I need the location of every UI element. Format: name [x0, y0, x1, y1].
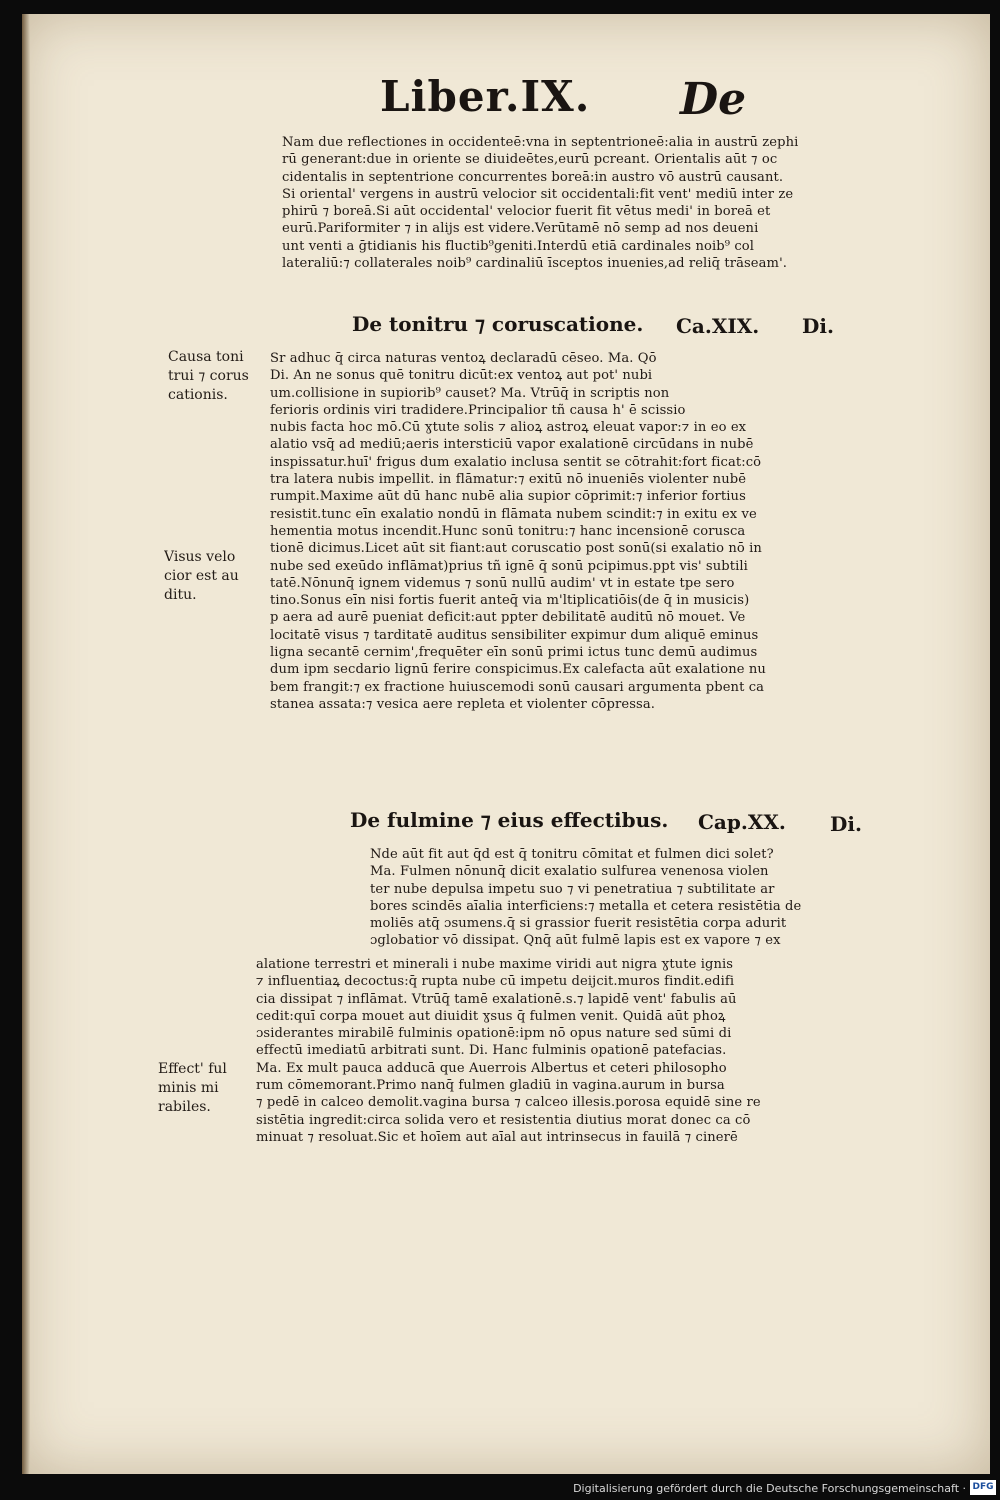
chapter-19-title-text: De tonitru ⁊ coruscatione. [352, 312, 644, 336]
text-line: cia dissipat ⁊ inflāmat. Vtrūq̄ tamē exalationē.s.⁊ lapidē vent' fabulis aū [256, 991, 737, 1007]
chapter-19-di: Di. [802, 314, 834, 338]
text-line: um.collisione in supiorib⁹ causet? Ma. Vtrūq̄ in scriptis non [270, 385, 670, 401]
margin-note-line: trui ⁊ corus [168, 368, 249, 384]
text-line: alatio vsq̄ ad mediū;aeris intersticiū vapor exalationē circūdans in nubē [270, 437, 754, 453]
text-line: hementia motus incendit.Hunc sonū tonitru:⁊ hanc incensionē corusca [270, 523, 746, 539]
chapter-20-cap: Cap.XX. [698, 810, 786, 834]
text-line: nubis facta hoc mō.Cū ɣtute solis ⁊ alioꝝ astroꝝ eleuat vapor:⁊ in eo ex [270, 420, 747, 436]
dfg-logo: DFG [970, 1480, 996, 1495]
chapter-20-title [350, 808, 668, 832]
running-head-liber: Liber.IX. [380, 72, 591, 121]
text-block-2 [270, 350, 912, 713]
text-block-4 [256, 956, 904, 1146]
text-line: tra latera nubis impellit. in flāmatur:⁊ exitū nō inueniēs violenter nubē [270, 472, 747, 488]
text-line: alatione terrestri et minerali i nube maxime viridi aut nigra ɣtute ignis [256, 957, 734, 972]
text-line: eurū.Pariformiter ⁊ in alijs est videre.Verūtamē nō semp ad nos deueni [282, 221, 759, 237]
text-line: Ma. Ex mult pauca adducā que Auerrois Albertus et ceteri philosopho [256, 1060, 727, 1076]
text-line: cidentalis in septentrione concurrentes boreā:in austro vō austrū causant. [282, 169, 784, 185]
margin-note-line: Causa toni [168, 349, 244, 365]
margin-note-effectus-fulminis [158, 1060, 227, 1117]
text-line: p aera ad aurē pueniat deficit:aut ppter debilitatē auditū nō mouet. Ve [270, 610, 746, 626]
chapter-19-title [352, 312, 643, 336]
text-line: ⁊ pedē in calceo demolit.vagina bursa ⁊ calceo illesis.porosa equidē sine re [256, 1095, 761, 1111]
text-block-3 [370, 846, 904, 950]
text-line: unt venti a ḡtidianis his fluctib⁹geniti.Interdū etiā cardinales noib⁹ col [282, 238, 755, 254]
text-line: bores scindēs aīalia interficiens:⁊ metalla et cetera resistētia de [370, 898, 802, 914]
text-line: ɔglobatior vō dissipat. Qnq̄ aūt fulmē lapis est ex vapore ⁊ ex [370, 933, 781, 949]
margin-note-causa-tonitrui [168, 348, 249, 405]
chapter-20-title-text: De fulmine ⁊ eius effectibus. [350, 808, 669, 832]
text-line: Si oriental' vergens in austrū velocior sit occidentali:fit vent' mediū inter ze [282, 186, 794, 202]
margin-note-line: cior est au [164, 568, 239, 584]
margin-note-line: Visus velo [164, 549, 236, 565]
text-line: tionē dicimus.Licet aūt sit fiant:aut coruscatio post sonū(si exalatio nō in [270, 541, 762, 557]
footer-credit: Digitalisierung gefördert durch die Deutsche Forschungsgemeinschaft · [573, 1482, 966, 1495]
text-line: minuat ⁊ resoluat.Sic et hoīem aut aīal aut intrinsecus in fauilā ⁊ cinerē [256, 1129, 738, 1145]
text-line: nube sed exeūdo inflāmat)prius tñ ignē q̄ sonū pcipimus.ppt vis' subtili [270, 558, 748, 574]
text-line: resistit.tunc eīn exalatio nondū in flāmata nubem scindit:⁊ in exitu ex ve [270, 506, 757, 522]
text-line: inspissatur.huī' frigus dum exalatio inclusa sentit se cōtrahit:fort ficat:cō [270, 454, 762, 470]
text-line: locitatē visus ⁊ tarditatē auditus sensibiliter expimur dum aliquē eminus [270, 627, 759, 643]
text-line: Nde aūt fit aut q̄d est q̄ tonitru cōmitat et fulmen dici solet? [370, 847, 774, 862]
text-line: bem frangit:⁊ ex fractione huiuscemodi sonū causari argumenta pbent ca [270, 679, 765, 695]
text-line: tatē.Nōnunq̄ ignem videmus ⁊ sonū nullū audim' vt in estate tpe sero [270, 575, 735, 591]
text-line: rū generant:due in oriente se diuideētes,eurū pcreant. Orientalis aūt ⁊ oc [282, 152, 778, 168]
text-line: stanea assata:⁊ vesica aere repleta et violenter cōpressa. [270, 696, 656, 712]
chapter-19-cap: Ca.XIX. [676, 314, 760, 338]
text-line: dum ipm secdario lignū ferire conspicimus.Ex calefacta aūt exalatione nu [270, 662, 766, 678]
text-line: Ma. Fulmen nōnunq̄ dicit exalatio sulfurea venenosa violen [370, 864, 769, 880]
page-gutter [22, 14, 30, 1474]
text-line: cedit:quī corpa mouet aut diuidit ɣsus q̄ fulmen venit. Quidā aūt phoꝝ [256, 1008, 726, 1024]
text-line: moliēs atq̄ ɔsumens.q̄ si grassior fuerit resistētia corpa adurit [370, 916, 787, 932]
margin-note-line: cationis. [168, 387, 228, 403]
text-line: ⁊ influentiaꝝ decoctus:q̄ rupta nube cū impetu deijcit.muros findit.edifi [256, 974, 735, 990]
margin-note-line: ditu. [164, 587, 197, 603]
chapter-20-di: Di. [830, 812, 862, 836]
text-line: Nam due reflectiones in occidenteē:vna in septentrioneē:alia in austrū zephi [282, 135, 799, 150]
text-line: lateraliū:⁊ collaterales noib⁹ cardinaliū īsceptos inuenies,ad reliq̄ trāseam'. [282, 256, 788, 272]
text-line: effectū imediatū arbitrati sunt. Di. Hanc fulminis opationē patefacias. [256, 1043, 727, 1059]
text-line: rum cōmemorant.Primo nanq̄ fulmen gladiū in vagina.aurum in bursa [256, 1078, 725, 1094]
margin-note-line: minis mi [158, 1080, 219, 1096]
text-line: tino.Sonus eīn nisi fortis fuerit anteq̄ via m'ltiplicatiōis(de q̄ in musicis) [270, 593, 750, 609]
text-line: phirū ⁊ boreā.Si aūt occidental' velocior fuerit fit vētus medi' in boreā et [282, 204, 771, 220]
text-line: ter nube depulsa impetu suo ⁊ vi penetratiua ⁊ subtilitate ar [370, 881, 775, 897]
text-line: sistētia ingredit:circa solida vero et resistentia diutius morat donec ca cō [256, 1112, 751, 1128]
margin-note-line: Effect' ful [158, 1061, 227, 1077]
margin-note-line: rabiles. [158, 1099, 211, 1115]
text-line: ligna secantē cernim',frequēter eīn sonū primi ictus tunc demū audimus [270, 645, 758, 661]
text-line: ɔsiderantes mirabilē fulminis opationē:ipm nō opus nature sed sūmi di [256, 1026, 732, 1042]
running-head-de: De [680, 74, 747, 125]
text-line: Sr adhuc q̄ circa naturas ventoꝝ declaradū cēseo. Ma. Qō [270, 351, 657, 366]
text-block-1 [282, 134, 912, 272]
text-line: rumpit.Maxime aūt dū hanc nubē alia supior cōprimit:⁊ inferior fortius [270, 489, 746, 505]
text-line: ferioris ordinis viri tradidere.Principalior tñ causa h' ē scissio [270, 402, 686, 418]
margin-note-visus-velocior [164, 548, 239, 605]
text-line: Di. An ne sonus quē tonitru dicūt:ex ventoꝝ aut pot' nubi [270, 368, 653, 384]
